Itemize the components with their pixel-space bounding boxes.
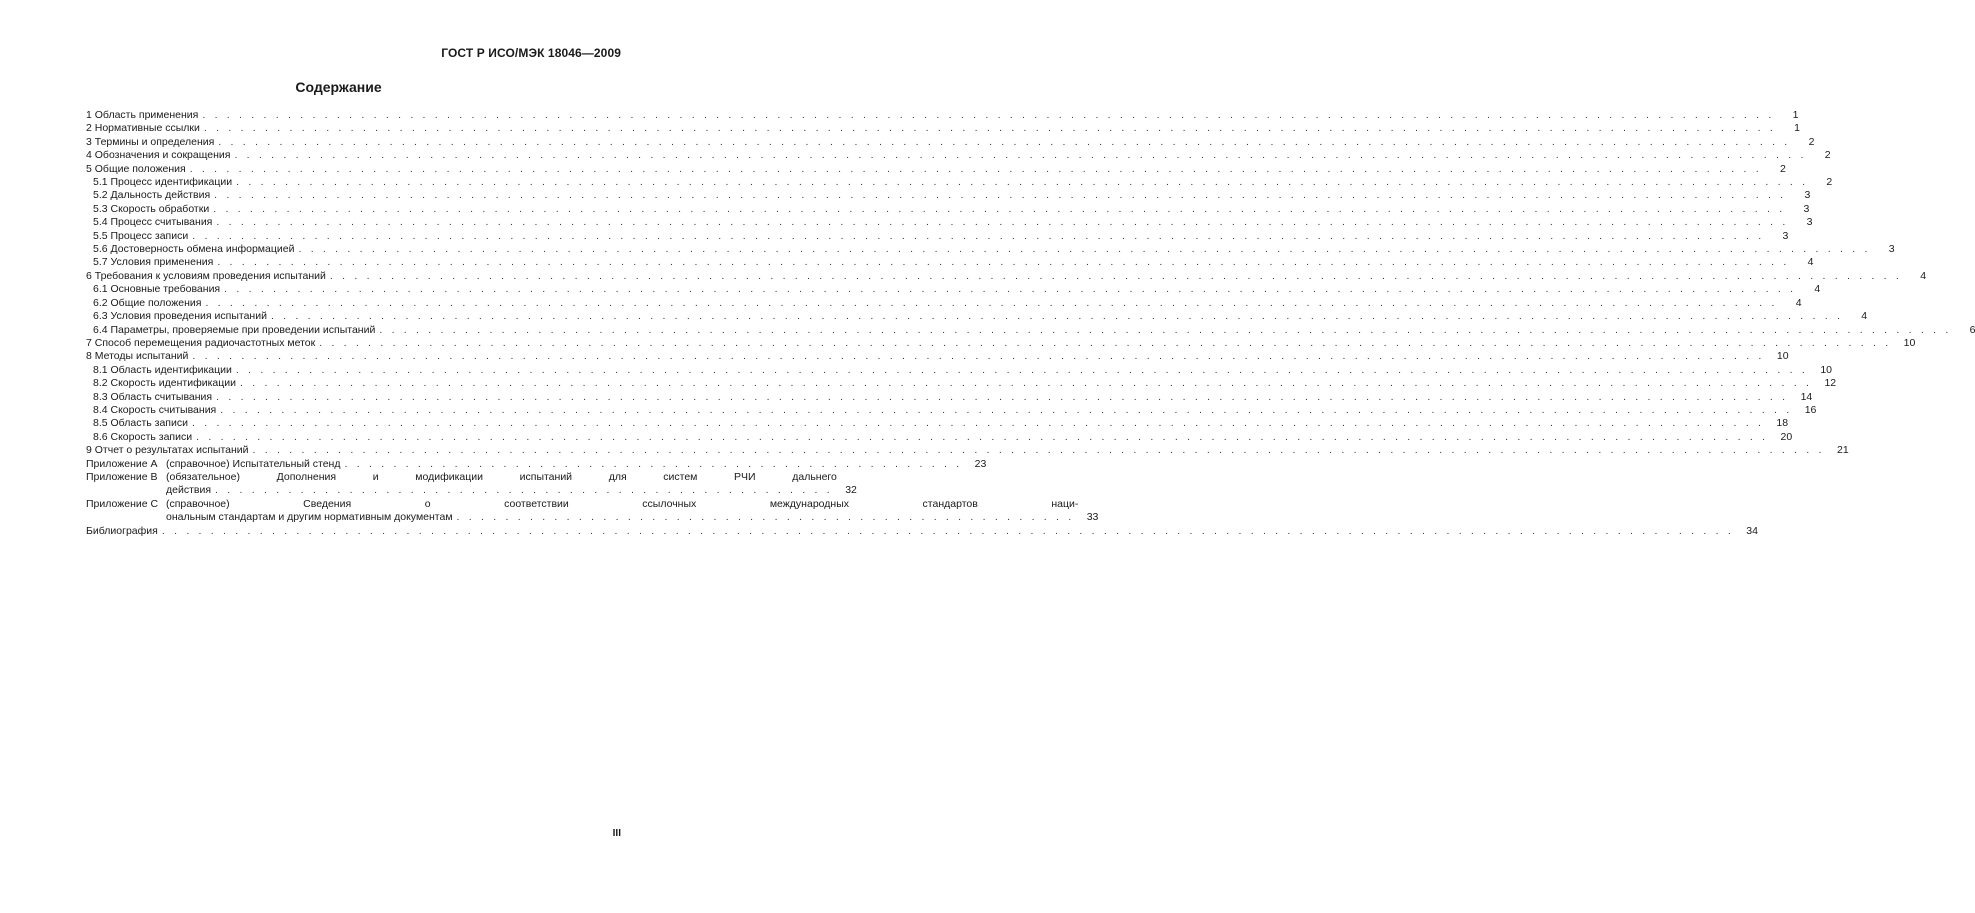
toc-entry[interactable] — [86, 377, 1837, 390]
dot-leader — [271, 310, 1843, 323]
dot-leader: . . . . . . . . . . . . . . . . . . . . . . . . . . . . . . . . . . . . . . . . . . . . . . . . . . . — [215, 484, 833, 497]
toc-entry-label: 5 Общие положения — [86, 162, 186, 175]
toc-entry-page: 2 — [1824, 149, 1831, 162]
toc-entry-page: 3 — [1782, 229, 1789, 242]
toc-entry-label: 4 Обозначения и сокращения — [86, 149, 231, 162]
toc-entry[interactable] — [86, 243, 1895, 256]
dot-leader — [236, 364, 1808, 377]
toc-entry-page: 10 — [1776, 350, 1789, 363]
toc-entry-page: 3 — [1803, 202, 1810, 215]
toc-entry-label: 8.6 Скорость записи — [93, 430, 193, 443]
toc-entry-label: 5.3 Скорость обработки — [93, 202, 210, 215]
dot-leader — [196, 431, 1768, 444]
toc-entry-label: 8.2 Скорость идентификации — [93, 377, 236, 390]
dot-leader — [202, 109, 1774, 122]
appendix-title-line-2: ональным стандартам и другим нормативным документам — [166, 511, 453, 524]
toc-entry[interactable] — [86, 363, 1832, 377]
toc-entry-label: 6.3 Условия проведения испытаний — [93, 310, 267, 323]
toc-entry-label: 6.1 Основные требования — [93, 283, 221, 296]
toc-entry-label: 8 Методы испытаний — [86, 350, 189, 363]
toc-entry-label: 5.4 Процесс считывания — [93, 216, 213, 229]
toc-entry[interactable] — [86, 202, 1810, 216]
toc-entry-label: 8.1 Область идентификации — [93, 363, 232, 376]
dot-leader — [224, 283, 1796, 296]
toc-entry-page: 16 — [1804, 403, 1817, 416]
toc-entry-page: 6 — [1969, 323, 1975, 336]
page-number: III — [612, 828, 621, 839]
toc-entry-page: 4 — [1814, 283, 1821, 296]
toc-entry-label: 5.6 Достоверность обмена информацией — [93, 243, 295, 256]
appendix-title: (справочное) Испытательный стенд — [166, 457, 341, 470]
dot-leader — [162, 525, 1734, 538]
dot-leader — [216, 216, 1788, 229]
toc-entry-page: 1 — [1792, 109, 1799, 121]
toc-entry[interactable] — [86, 135, 1815, 149]
toc-entry-label: 8.5 Область записи — [93, 417, 188, 430]
toc-entry[interactable] — [86, 417, 1789, 430]
dot-leader — [234, 149, 1806, 162]
dot-leader — [379, 324, 1951, 337]
dot-leader — [205, 297, 1777, 310]
toc-entries — [86, 109, 1975, 458]
dot-leader: . . . . . . . . . . . . . . . . . . . . . . . . . . . . . . . . . . . . . . . . . . . . . . . . . . . — [344, 457, 963, 470]
dot-leader — [319, 337, 1891, 350]
table-of-contents — [86, 109, 1975, 538]
toc-entry[interactable] — [86, 430, 1793, 444]
toc-entry-label: 9 Отчет о результатах испытаний — [86, 444, 249, 457]
dot-leader: . . . . . . . . . . . . . . . . . . . . . . . . . . . . . . . . . . . . . . . . . . . . . . . . . . . — [456, 511, 1075, 524]
appendix-title-line-1: (справочное) Сведения о соответствии ссылочных международных стандартов нaци- — [166, 497, 1079, 510]
appendix-key: Приложение А — [86, 457, 158, 470]
appendix-title-line-1: (обязательное) Дополнения и модификации испытаний для систем РЧИ дальнего — [166, 470, 837, 483]
toc-entry[interactable] — [86, 310, 1868, 323]
toc-entry[interactable] — [86, 350, 1789, 363]
appendix-key: Приложение В — [86, 470, 158, 483]
dot-leader — [213, 203, 1785, 216]
toc-appendix-a[interactable] — [86, 457, 987, 471]
toc-entry-page: 12 — [1824, 377, 1837, 390]
toc-entry[interactable] — [86, 444, 1849, 457]
dot-leader — [192, 350, 1764, 363]
dot-leader — [218, 136, 1790, 149]
dot-leader — [298, 243, 1870, 256]
appendix-page-number: 32 — [845, 484, 857, 497]
toc-entry-label: 5.1 Процесс идентификации — [93, 176, 233, 189]
appendix-page-number: 33 — [1086, 511, 1099, 524]
toc-appendix-b[interactable] — [86, 470, 857, 498]
toc-entry-label: 7 Способ перемещения радиочастотных меток — [86, 336, 316, 349]
dot-leader — [204, 122, 1776, 135]
toc-entry[interactable] — [86, 189, 1811, 202]
appendix-key: Приложение С — [86, 497, 159, 510]
document-id-header: ГОСТ Р ИСО/МЭК 18046—2009 — [441, 46, 621, 60]
toc-entry[interactable] — [86, 162, 1786, 176]
toc-entry-label: Библиография — [86, 524, 158, 537]
toc-appendix-c[interactable] — [86, 497, 1099, 525]
toc-entry[interactable] — [86, 176, 1833, 189]
toc-entry-label: 3 Термины и определения — [86, 135, 215, 148]
toc-entry-page: 2 — [1808, 135, 1815, 148]
toc-entry[interactable] — [86, 256, 1814, 269]
toc-title: Содержание — [295, 79, 382, 95]
toc-entry-page: 4 — [1920, 269, 1927, 282]
dot-leader — [190, 163, 1762, 176]
toc-entry[interactable] — [86, 216, 1813, 229]
dot-leader — [192, 417, 1764, 430]
toc-entry[interactable] — [86, 403, 1817, 417]
toc-entry[interactable] — [86, 122, 1800, 135]
toc-entry-page: 3 — [1888, 243, 1895, 256]
toc-entry-page: 4 — [1861, 310, 1868, 323]
dot-leader — [192, 230, 1764, 243]
toc-entry-page: 2 — [1779, 162, 1786, 175]
toc-entry-label: 5.5 Процесс записи — [93, 229, 189, 242]
toc-entry-page: 3 — [1804, 189, 1811, 202]
toc-entry-page: 1 — [1794, 122, 1800, 135]
toc-entry[interactable] — [86, 269, 1927, 283]
toc-entry-page: 4 — [1807, 256, 1814, 269]
toc-entry[interactable] — [86, 229, 1789, 243]
toc-entry[interactable] — [86, 149, 1831, 162]
appendix-title-line-2: действия — [166, 484, 212, 497]
toc-entry-page: 3 — [1806, 216, 1813, 229]
dot-leader — [217, 256, 1789, 269]
toc-entry[interactable] — [86, 336, 1916, 350]
toc-entry-label: 6 Требования к условиям проведения испытаний — [86, 269, 326, 282]
toc-entry-page: 2 — [1826, 176, 1833, 189]
toc-entry-label: 6.2 Общие положения — [93, 296, 202, 309]
toc-entry-label: 8.4 Скорость считывания — [93, 403, 217, 416]
toc-entry[interactable] — [86, 283, 1821, 296]
toc-entry-page: 34 — [1746, 524, 1758, 537]
dot-leader — [330, 270, 1902, 283]
dot-leader — [236, 176, 1808, 189]
toc-entry[interactable] — [86, 390, 1813, 404]
toc-entry-label: 8.3 Область считывания — [93, 390, 213, 403]
toc-entry-page: 4 — [1795, 296, 1802, 309]
toc-entry-label: 1 Область применения — [86, 109, 199, 121]
toc-entry-label: 5.2 Дальность действия — [93, 189, 211, 202]
dot-leader — [240, 377, 1812, 390]
toc-entry-label: 5.7 Условия применения — [93, 256, 214, 269]
toc-entry-page: 20 — [1780, 430, 1793, 443]
toc-entry-page: 10 — [1903, 336, 1916, 349]
dot-leader — [220, 404, 1792, 417]
toc-bibliography[interactable] — [86, 524, 1758, 538]
toc-entry[interactable] — [86, 323, 1975, 337]
toc-entry-page: 18 — [1776, 417, 1789, 430]
toc-entry[interactable] — [86, 109, 1799, 122]
toc-entry-label: 2 Нормативные ссылки — [86, 122, 200, 135]
toc-entry-page: 14 — [1800, 390, 1813, 403]
toc-entry-page: 21 — [1836, 444, 1849, 457]
dot-leader — [216, 391, 1788, 404]
toc-entry[interactable] — [86, 296, 1802, 310]
toc-entry-page: 10 — [1820, 363, 1832, 376]
dot-leader — [214, 189, 1786, 202]
dot-leader — [253, 444, 1825, 457]
appendix-page-number: 23 — [974, 457, 987, 470]
toc-entry-label: 6.4 Параметры, проверяемые при проведении испытаний — [93, 323, 376, 336]
